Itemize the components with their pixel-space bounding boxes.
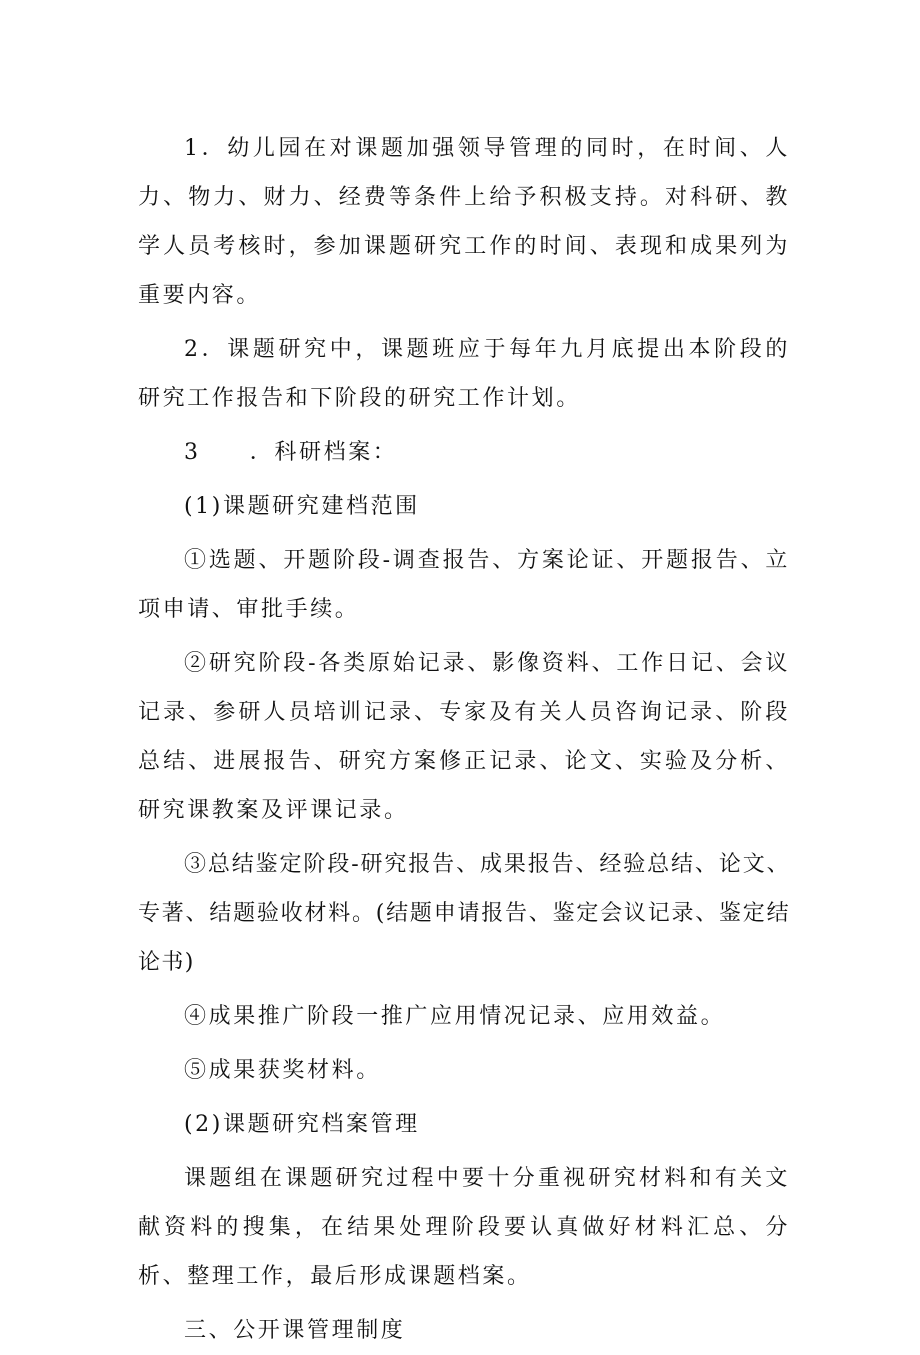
paragraph-research-archive: 3 ．科研档案： [184, 440, 398, 465]
paragraph-support: 1．幼儿园在对课题加强领导管理的同时，在时间、人力、物力、财力、经费等条件上给予积极支持。对科研、教学人员考核时，参加课题研究工作的时间、表现和成果列为重要内容。 [138, 136, 790, 308]
paragraph-award-materials: ⑤成果获奖材料。 [184, 1058, 381, 1083]
section-heading-open-class: 三、公开课管理制度 [184, 1318, 406, 1343]
paragraph-report-plan: 2．课题研究中，课题班应于每年九月底提出本阶段的研究工作报告和下阶段的研究工作计划。 [138, 337, 790, 411]
document-body [138, 124, 790, 1355]
paragraph-material-collection: 课题组在课题研究过程中要十分重视研究材料和有关文献资料的搜集，在结果处理阶段要认真做好材料汇总、分析、整理工作，最后形成课题档案。 [138, 1166, 790, 1289]
paragraph-promotion-stage: ④成果推广阶段一推广应用情况记录、应用效益。 [184, 1004, 726, 1029]
paragraph-research-stage: ②研究阶段-各类原始记录、影像资料、工作日记、会议记录、参研人员培训记录、专家及有关人员咨询记录、阶段总结、进展报告、研究方案修正记录、论文、实验及分析、研究课教案及评课记录。 [138, 651, 790, 823]
paragraph-archive-management: (2)课题研究档案管理 [184, 1112, 420, 1137]
paragraph-archive-scope: (1)课题研究建档范围 [184, 494, 420, 519]
paragraph-summary-stage: ③总结鉴定阶段-研究报告、成果报告、经验总结、论文、专著、结题验收材料。(结题申请报告、鉴定会议记录、鉴定结论书) [138, 852, 790, 975]
paragraph-topic-stage: ①选题、开题阶段-调查报告、方案论证、开题报告、立项申请、审批手续。 [138, 548, 790, 622]
